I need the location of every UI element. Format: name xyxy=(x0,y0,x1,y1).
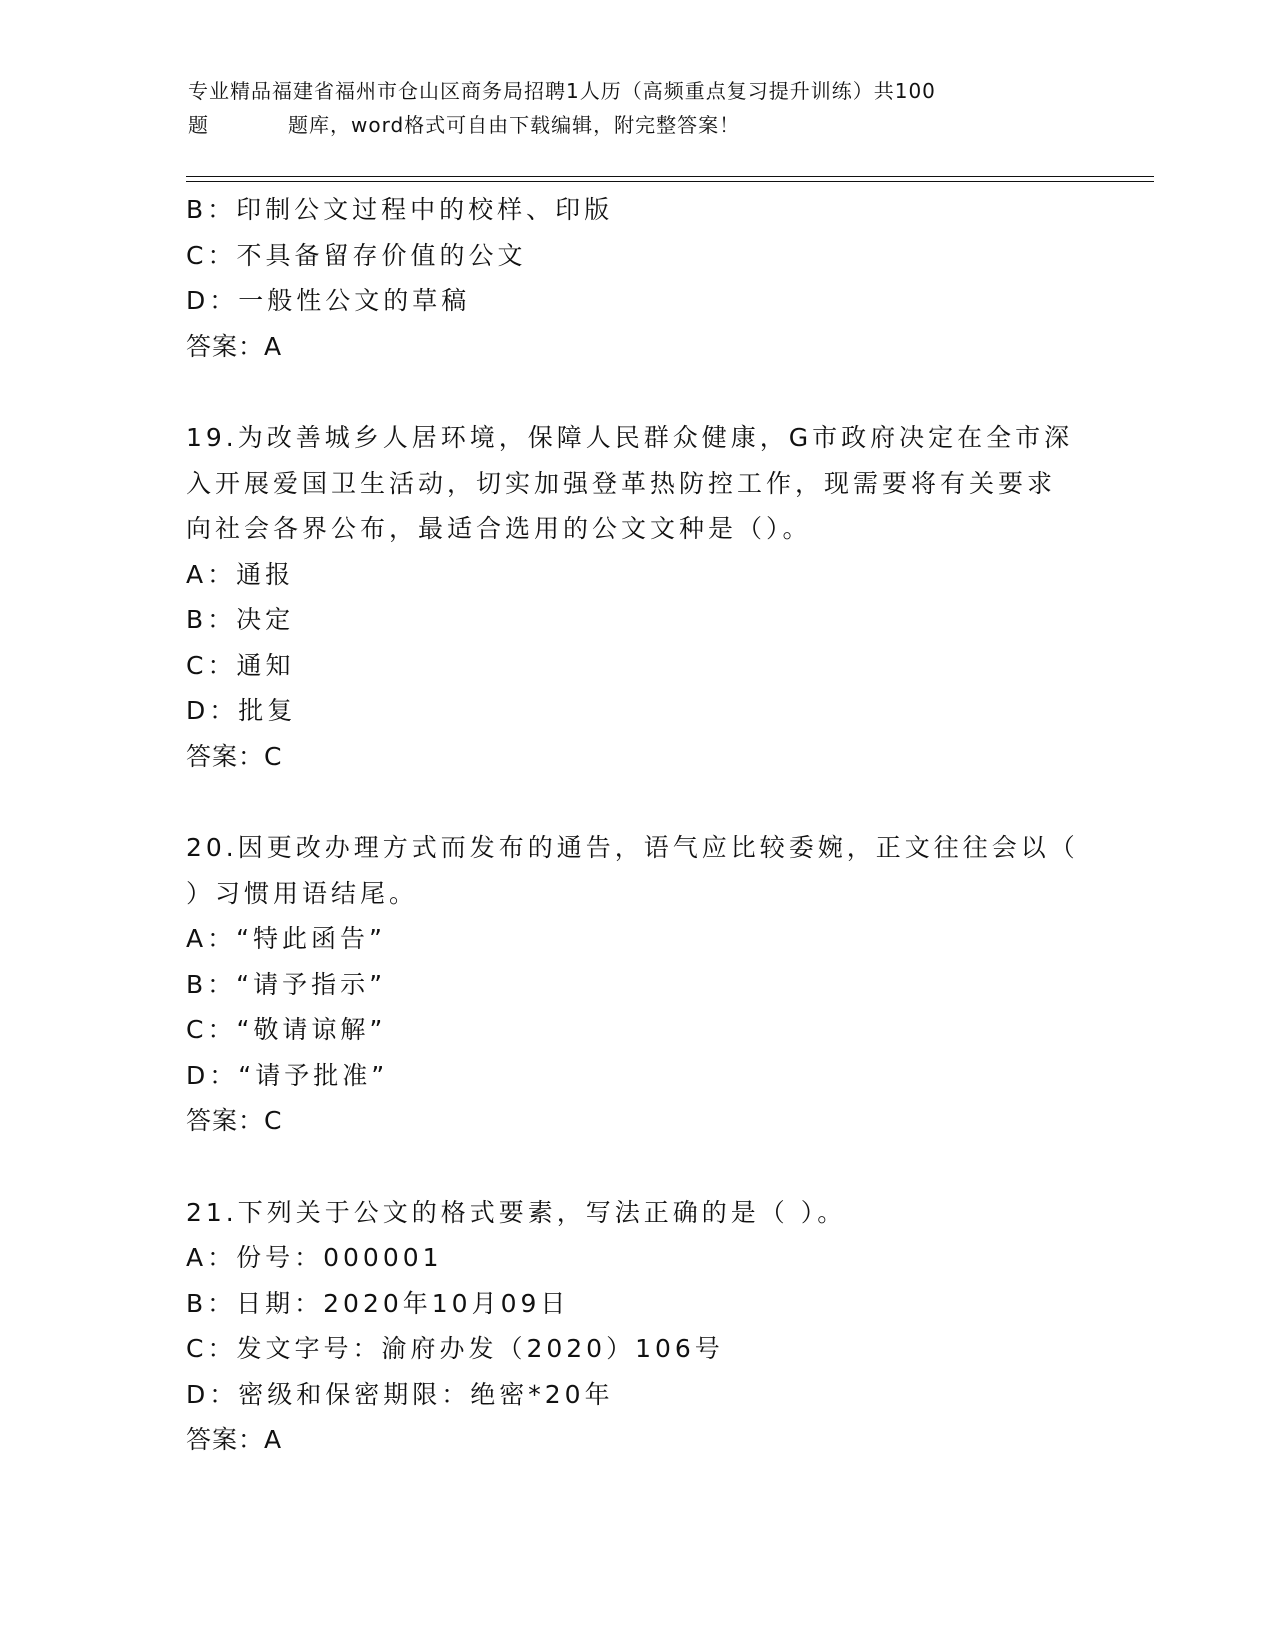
option-b: B：“请予指示” xyxy=(186,969,387,999)
answer-line: 答案：C xyxy=(186,741,283,771)
answer-line: 答案：C xyxy=(186,1106,283,1135)
header-title-line1: 专业精品福建省福州市仓山区商务局招聘1人历（高频重点复习提升训练）共100 xyxy=(188,79,936,103)
option-a: A：通报 xyxy=(186,559,295,589)
option-d: D：密级和保密期限：绝密*20年 xyxy=(186,1379,614,1409)
answer-line: 答案：A xyxy=(186,331,283,361)
question-21 xyxy=(186,1190,1086,1463)
header-line2-right: 题库，word格式可自由下载编辑，附完整答案！ xyxy=(288,113,741,137)
spacer xyxy=(186,369,1086,415)
question-stem: 21.下列关于公文的格式要素，写法正确的是（ ）。 xyxy=(186,1197,847,1227)
option-b: B：决定 xyxy=(186,605,295,634)
spacer xyxy=(186,779,1086,825)
header-divider-bottom xyxy=(186,181,1154,182)
question-stem: 20.因更改办理方式而发布的通告，语气应比较委婉，正文往往会以（ xyxy=(186,833,1079,862)
option-b: B：印制公文过程中的校样、印版 xyxy=(186,195,614,224)
header-divider-top xyxy=(186,176,1154,177)
page-header xyxy=(188,74,1088,142)
option-c: C：“敬请谅解” xyxy=(186,1015,387,1044)
question-stem: 入开展爱国卫生活动，切实加强登革热防控工作，现需要将有关要求 xyxy=(186,468,1057,498)
spacer xyxy=(186,1144,1086,1190)
option-b: B：日期：2020年10月09日 xyxy=(186,1288,570,1318)
option-a: A：份号：000001 xyxy=(186,1243,443,1272)
header-title-line2 xyxy=(188,108,1088,142)
option-a: A：“特此函告” xyxy=(186,924,387,953)
prev-question-options xyxy=(186,187,1086,369)
option-d: D：一般性公文的草稿 xyxy=(186,286,471,315)
question-20 xyxy=(186,825,1086,1144)
option-d: D：批复 xyxy=(186,696,297,725)
option-c: C：通知 xyxy=(186,650,295,680)
question-stem: ）习惯用语结尾。 xyxy=(186,878,419,908)
answer-line: 答案：A xyxy=(186,1425,283,1454)
option-d: D：“请予批准” xyxy=(186,1060,389,1090)
option-c: C：发文字号：渝府办发（2020）106号 xyxy=(186,1334,724,1363)
header-line2-left: 题 xyxy=(188,113,209,137)
question-19 xyxy=(186,415,1086,779)
question-stem: 19.为改善城乡人居环境，保障人民群众健康，G市政府决定在全市深 xyxy=(186,423,1074,452)
question-stem: 向社会各界公布，最适合选用的公文文种是（）。 xyxy=(186,514,812,543)
option-c: C：不具备留存价值的公文 xyxy=(186,240,527,270)
document-body xyxy=(186,187,1086,1463)
